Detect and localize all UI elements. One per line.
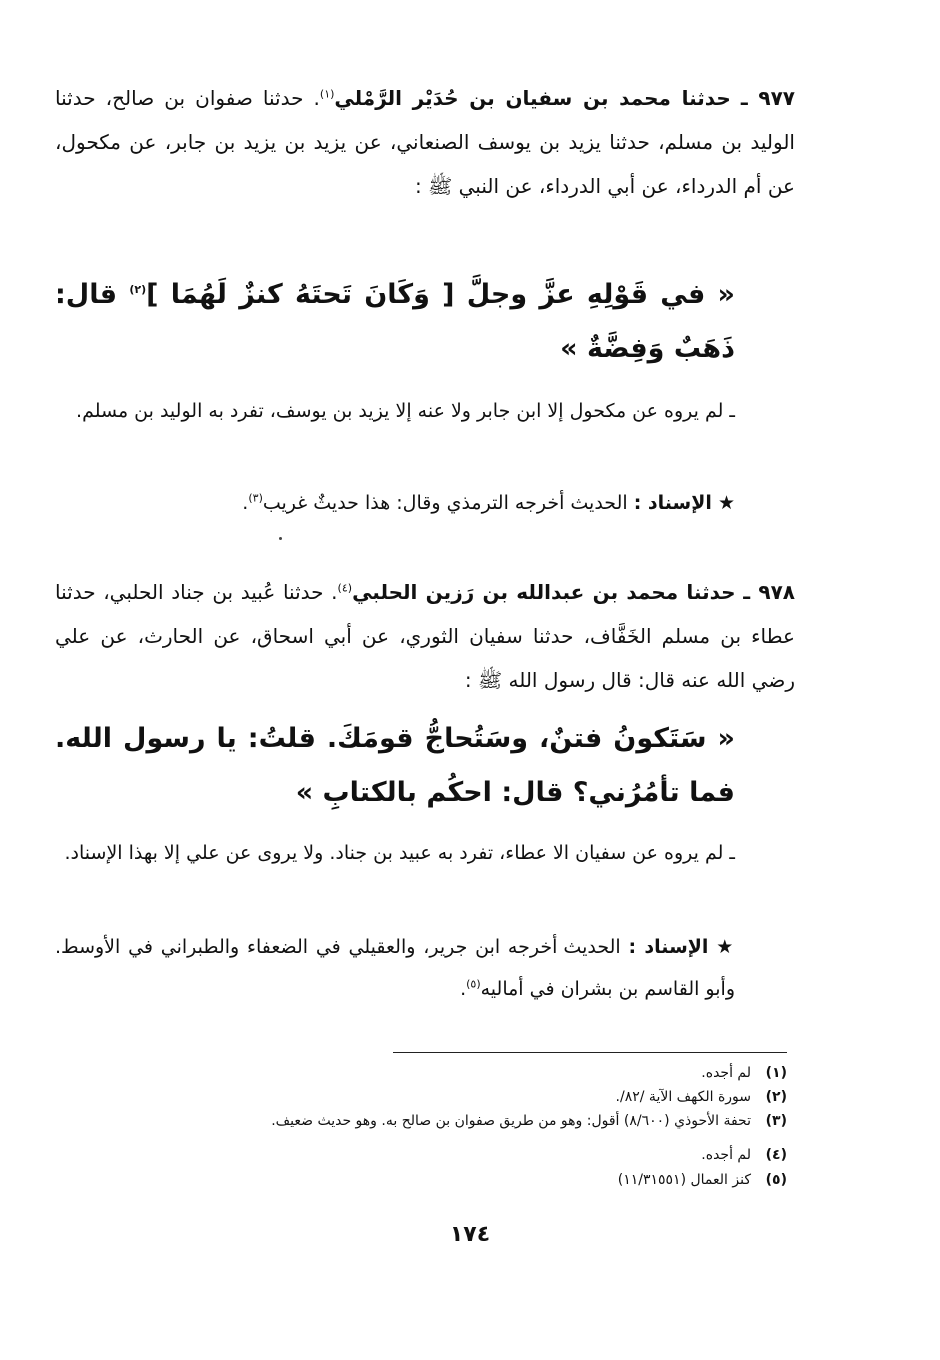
hadith-977-matn-answer: قال: ذَهَبٌ وَفِضَّةٌ »	[55, 279, 735, 364]
hadith-978-matn: « سَتَكونُ فتنٌ، وسَتُحاجُّ قومَكَ. قلتُ: يا رسول الله. فما تأمُرُني؟ قال: احكُم بالكتابِ »	[55, 723, 735, 808]
isnad-label: الإسناد :	[628, 936, 709, 958]
hadith-978-comment: ـ لم يروه عن سفيان الا عطاء، تفرد به عبيد بن جناد. ولا يروى عن علي إلا بهذا الإسناد.	[64, 842, 735, 864]
isnad-label: الإسناد :	[633, 492, 712, 514]
hadith-977-matn	[55, 268, 735, 376]
footnote-ref-4: (٤)	[337, 581, 353, 595]
star-icon: ★	[716, 936, 735, 958]
footnote-number: (٥)	[765, 1172, 787, 1188]
footnote-3	[147, 1110, 787, 1133]
hadith-978-number: ٩٧٨ ـ	[743, 580, 796, 604]
footnote-number: (١)	[765, 1065, 787, 1081]
footnote-4	[147, 1144, 787, 1167]
footnote-number: (٢)	[765, 1089, 787, 1105]
hadith-978-isnad	[55, 570, 795, 702]
footnote-text: لم أجده.	[701, 1065, 751, 1081]
footnote-text: تحفة الأحوذي (٨/٦٠٠) أقول: وهو من طريق صفوان بن صالح به. وهو حديث ضعيف.	[271, 1113, 751, 1129]
footnote-1	[147, 1062, 787, 1085]
hadith-977-matn-text: « في قَوْلِهِ عزَّ وجلَّ [ وَكَانَ تَحتَهُ كنزٌ لَهُمَا ]	[146, 279, 735, 310]
footnote-ref-3: (٣)	[248, 491, 263, 505]
hadith-977-comment: ـ لم يروه عن مكحول إلا ابن جابر ولا عنه إلا يزيد بن يوسف، تفرد به الوليد بن مسلم.	[76, 400, 735, 422]
footnote-text: سورة الكهف الآية /٨٢/.	[615, 1089, 751, 1105]
footnote-2	[147, 1086, 787, 1109]
hadith-978-narrator: حدثنا محمد بن عبدالله بن رَزين الحلبي	[352, 580, 736, 604]
footnote-number: (٣)	[765, 1113, 787, 1129]
isnad-note-text: الحديث أخرجه الترمذي وقال: هذا حديثٌ غريب	[262, 492, 628, 514]
isnad-note-text: الحديث أخرجه ابن جرير، والعقيلي في الضعفاء والطبراني في الأوسط. وأبو القاسم بن بشران في أماليه	[55, 936, 735, 1000]
footnote-ref-1: (١)	[319, 87, 335, 101]
footnote-text: كنز العمال (١١/٣١٥٥١)	[617, 1172, 751, 1188]
hadith-978-chain: . حدثنا عُبيد بن جناد الحلبي، حدثنا عطاء بن مسلم الخَفَّاف، حدثنا سفيان الثوري، عن أبي اسحاق، عن الحارث، عن علي رضي الله عنه قال: قال رسول الله ﷺ :	[55, 580, 795, 692]
footnote-ref-5: (٥)	[466, 977, 481, 991]
hadith-977-narrator: حدثنا محمد بن سفيان بن حُدَيْر الرَّمْلي	[334, 86, 731, 110]
ink-dot	[279, 537, 282, 540]
hadith-977-chain: . حدثنا صفوان بن صالح، حدثنا الوليد بن مسلم، حدثنا يزيد بن يوسف الصنعاني، عن يزيد بن يزيد بن جابر، عن مكحول، عن أم الدرداء، عن أبي الدرداء، عن النبي ﷺ :	[55, 86, 795, 198]
footnote-ref-2: (٢)	[129, 283, 147, 296]
hadith-977-isnad-note: ★ الإسناد : الحديث أخرجه الترمذي وقال: هذا حديثٌ غريب$^{(٣)}$.	[242, 491, 735, 514]
star-icon: ★	[717, 492, 735, 514]
footnote-5	[147, 1169, 787, 1192]
hadith-977-number: ٩٧٧ ـ	[740, 86, 796, 110]
hadith-978-isnad-note: ★ الإسناد : الحديث أخرجه ابن جرير، والعقيلي في الضعفاء والطبراني في الأوسط. وأبو القاسم بن بشران في أماليه$^{(٥)}$.	[55, 936, 735, 1000]
footnote-divider	[393, 1052, 787, 1053]
footnote-number: (٤)	[765, 1147, 787, 1163]
page-number: ١٧٤	[449, 1222, 491, 1247]
hadith-977-isnad	[55, 76, 795, 208]
footnote-text: لم أجده.	[701, 1147, 751, 1163]
